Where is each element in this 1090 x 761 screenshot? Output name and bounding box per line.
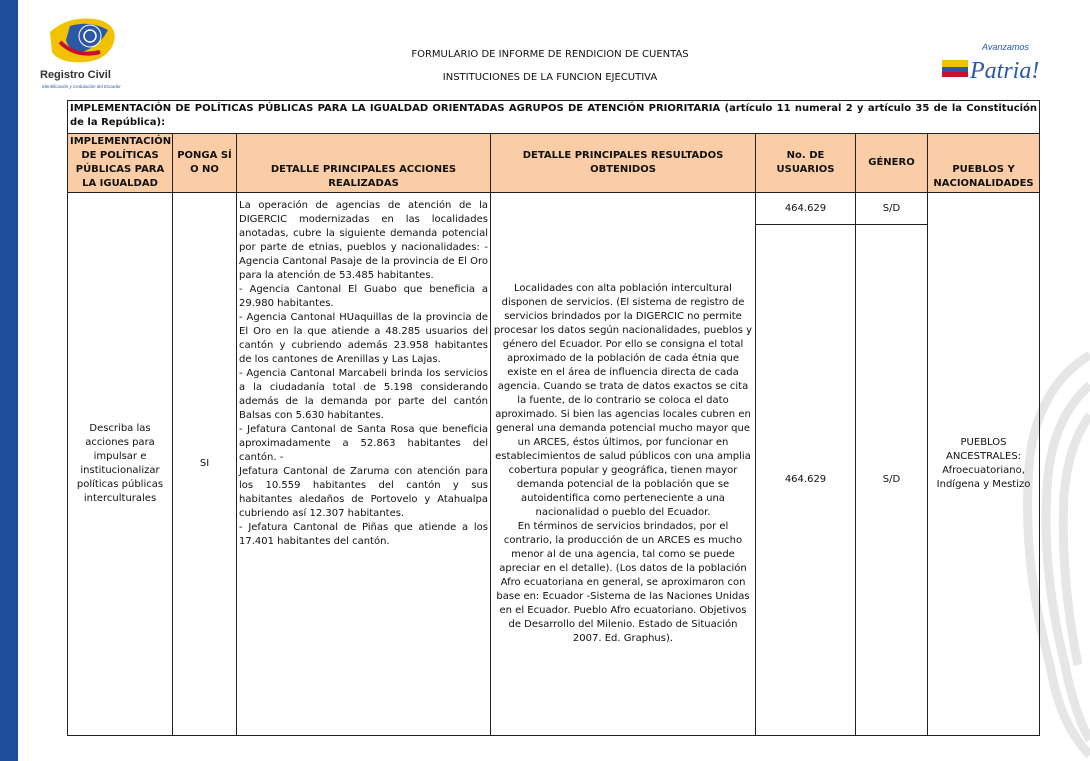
section-title: IMPLEMENTACIÓN DE POLÍTICAS PÚBLICAS PARA LA IGUALDAD ORIENTADAS AGRUPOS DE ATENCIÓN PRIORITARIA (artículo 11 numeral 2 y artículo 35 de la Constitución de la República):: [68, 101, 1040, 134]
avanzamos-text: Avanzamos: [982, 42, 1029, 52]
gender-cell-1: S/D: [856, 193, 928, 225]
table-header-row: [68, 134, 1040, 193]
policy-table: [67, 100, 1040, 736]
col-header-results: DETALLE PRINCIPALES RESULTADOS OBTENIDOS: [491, 134, 756, 193]
gender-cell-2: S/D: [856, 225, 928, 736]
yes-no-cell: SI: [173, 193, 237, 736]
form-subtitle: INSTITUCIONES DE LA FUNCION EJECUTIVA: [442, 72, 658, 83]
col-header-gender: GÉNERO: [856, 134, 928, 193]
results-cell: Localidades con alta población intercultural disponen de servicios. (El sistema de registro de servicios brindados por la DIGERCIC no permite procesar los datos según nacionalidades, pueblos y género del Ecuador. Por ello se consigna el total aproximado de la población de cada étnia que existe en el área de influencia directa de cada agencia. Cuando se trata de datos exactos se cita la fuente, de lo contrario se coloca el dato aproximado. Si bien las agencias locales cubren en general una demanda potencial mucho mayor que un ARCES, éstos últimos, por funcionar en establecimientos de salud públicos con una amplia cobertura popular y geográfica, tienen mayor demanda potencial de la población que se autoidentifica como perteneciente a una nacionalidad o pueblo del Ecuador. En términos de servicios brindados, por el contrario, la producción de un ARCES es mucho menor al de una agencia, tal como se puede apreciar en el detalle). (Los datos de la población Afro ecuatoriana en general, se aproximaron con base en: Ecuador -Sistema de las Naciones Unidas en el Ecuador. Pueblo Afro ecuatoriano. Objetivos de Desarrollo del Milenio. Estado de Situación 2007. Ed. Graphus).: [491, 193, 756, 736]
col-header-users: No. DE USUARIOS: [756, 134, 856, 193]
col-header-peoples: PUEBLOS Y NACIONALIDADES: [928, 134, 1040, 193]
policy-cell: Describa las acciones para impulsar e institucionalizar políticas públicas interculturales: [68, 193, 173, 736]
avanzamos-patria-logo: [940, 36, 1040, 86]
patria-text: Patria!: [970, 58, 1040, 84]
registro-civil-logo: [30, 12, 130, 98]
col-header-yes-no: PONGA SÍ O NO: [173, 134, 237, 193]
peoples-cell: PUEBLOS ANCESTRALES: Afroecuatoriano, Indígena y Mestizo: [928, 193, 1040, 736]
table-row: [68, 193, 1040, 225]
form-title: FORMULARIO DE INFORME DE RENDICION DE CUENTAS: [411, 49, 689, 60]
col-header-policy: IMPLEMENTACIÓN DE POLÍTICAS PÚBLICAS PARA LA IGUALDAD: [68, 134, 173, 193]
users-cell-1: 464.629: [756, 193, 856, 225]
col-header-actions: DETALLE PRINCIPALES ACCIONES REALIZADAS: [237, 134, 491, 193]
actions-cell: La operación de agencias de atención de la DIGERCIC modernizadas en las localidades anotadas, cubre la siguiente demanda potencial por parte de etnias, pueblos y nacionalidades: - Agencia Cantonal Pasaje de la provincia de El Oro para la atención de 53.485 habitantes. - Agencia Cantonal El Guabo que beneficia a 29.980 habitantes. - Agencia Cantonal HUaquillas de la provincia de El Oro en la que atiende a 48.285 usuarios del cantón y cubriendo además 23.958 habitantes de los cantones de Arenillas y Las Lajas. - Agencia Cantonal Marcabeli brinda los servicios a la ciudadanía total de 5.198 considerando además de la demanda por parte del cantón Balsas con 5.630 habitantes. - Jefatura Cantonal de Santa Rosa que beneficia aproximadamente a 52.863 habitantes del cantón. - Jefatura Cantonal de Zaruma con atención para los 10.559 habitantes del cantón y sus habitantes aledaños de Portovelo y Atahualpa cubriendo así 12.307 habitantes. - Jefatura Cantonal de Piñas que atiende a los 17.401 habitantes del cantón.: [237, 193, 491, 736]
registro-civil-tagline: Identificación y Cedulación del Ecuador: [42, 84, 121, 89]
users-cell-2: 464.629: [756, 225, 856, 736]
left-blue-bar: [0, 0, 18, 761]
registro-civil-name: Registro Civil: [40, 69, 111, 81]
